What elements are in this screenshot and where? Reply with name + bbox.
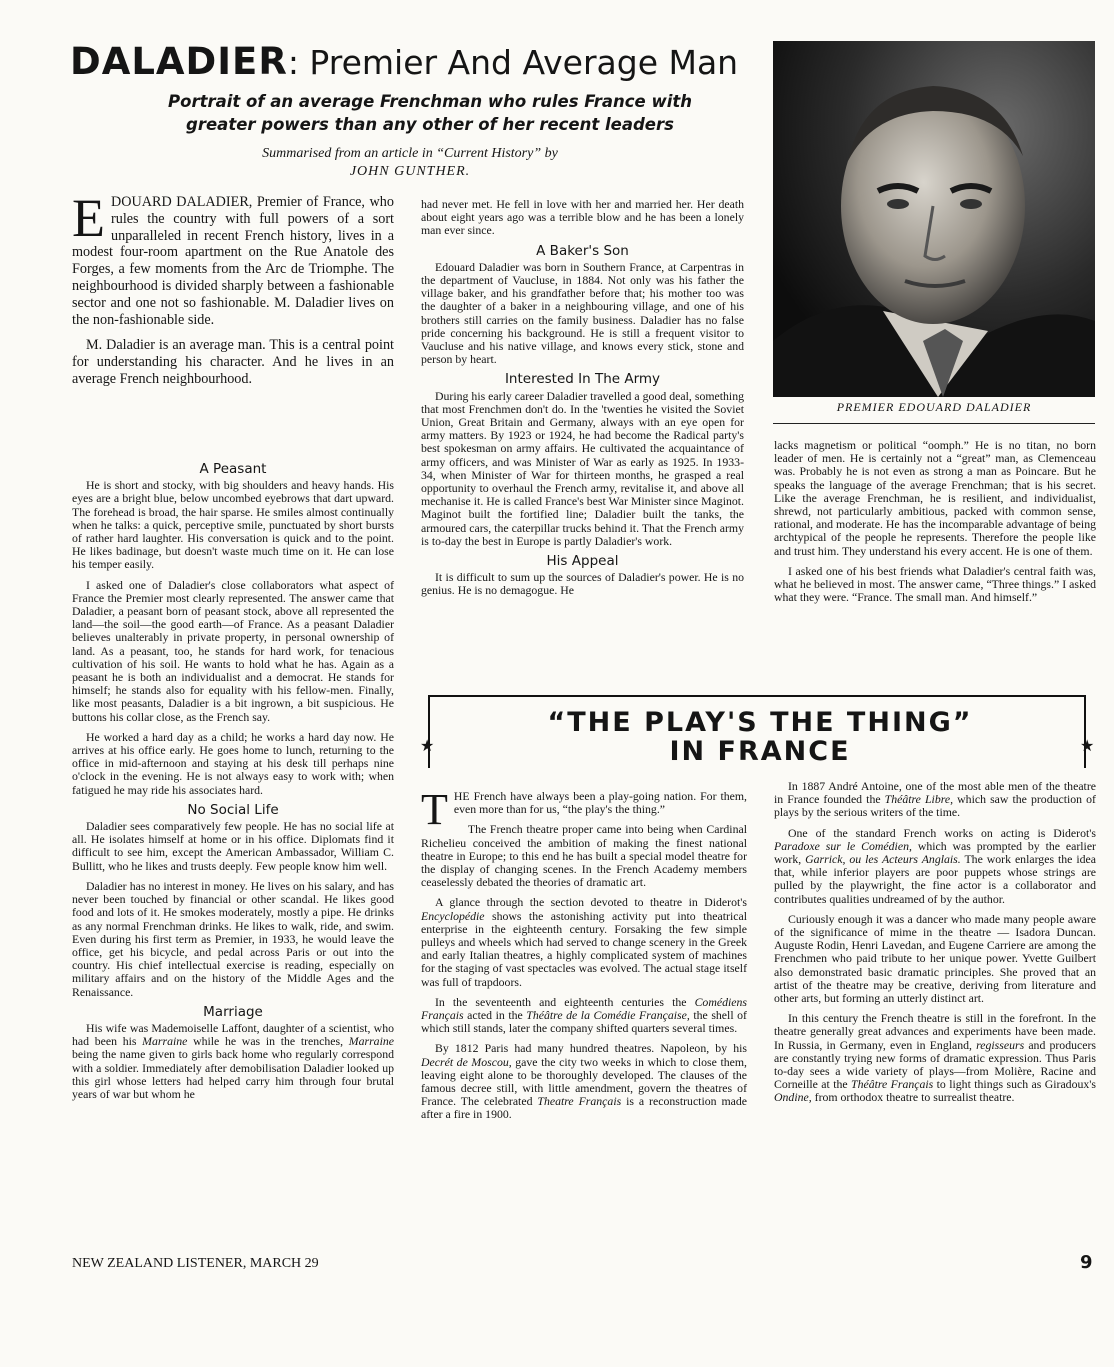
paragraph: In 1887 André Antoine, one of the most able men of the theatre in France founded the Théâtre Libre, which saw the production of plays by the serious writers of the time. [774,779,1096,820]
article-lead [72,188,394,397]
standfirst-line-1: Portrait of an average Frenchman who rules France with [168,92,692,111]
paragraph: Daladier sees comparatively few people. He has no social life at all. He isolates himself at home or in his office. Diplomats find it difficult to see him, except the American Ambassador, William C. Bullitt, who he likes and trusts deeply. Few people know him well. [72,819,394,873]
photo-caption: PREMIER EDOUARD DALADIER [836,400,1032,414]
heading-peasant: A Peasant [199,461,267,477]
article-column-1 [72,457,394,1108]
paragraph: By 1812 Paris had many hundred theatres. Napoleon, by his Decrét de Moscou, gave the city two weeks in which to close them, leaving eight alone to be thoroughly developed. The clauses of the famous decree still, with little amendment, govern the theatres of France. The celebrated Theatre Français is a reconstruction made after a fire in 1900. [421,1041,747,1122]
article-column-2 [421,198,744,605]
paragraph: lacks magnetism or political “oomph.” He is no titan, no born leader of men. He is certainly not a “great” man, as Clemenceau was. Probably he is not even as strong a man as Poincare. But he speaks the language of the average Frenchman; that is his secret. Like the average Frenchman, he is resilient, and individualist, shrewd, not particularly ambitious, packed with common sense, rational, and moderate. He has the incomparable advantage of being archtypical of the people he represents. Therefore the people like and trust him. They understand his every accent. He is one of them. [774,438,1096,558]
play-column-1 [421,785,747,1129]
play-title [440,708,1080,766]
heading-army: Interested In The Army [504,371,661,388]
paragraph: Edouard Daladier was born in Southern France, at Carpentras in the department of Vaucluse, in 1884. Not only was his father the village baker, and his grandfather before that; his mother too was the daughter of a baker in a neighbouring village, and one of his brothers still carries on the family business. Daladier has no false pride concerning his background. He is still a frequent visitor to Vaucluse and his native village, and knows every stick, stone and person by heart. [421,259,744,367]
lead-paragraph-1: EDOUARD DALADIER, Premier of France, who rules the country with full powers of a sort unparalleled in recent French history, lives in a modest four-room apartment on the Rue Anatole des Forges, a few moments from the Arc de Triomphe. The neighbourhood is divided sharply between a fashionable sector and one not so fashionable. M. Daladier lives on the non-fashionable side. [72,188,394,328]
play-column-2 [774,780,1096,1112]
paragraph: His wife was Mademoiselle Laffont, daughter of a scientist, who had been his Marraine while he was in the trenches, Marraine being the name given to girls back home who regularly correspond with a soldier. Immediately after demobilisation Daladier looked up this girl whose letters had helped carry him through four brutal years of war but whom he [72,1020,394,1101]
paragraph: Curiously enough it was a dancer who made many people aware of the significance of mime in the theatre — Isadora Duncan. Auguste Rodin, Henri Lavedan, and Eugene Carriere are among the Frenchmen who paid tribute to her unique power. Yvette Guilbert also demonstrated basic dramatic principles. She proved that an artist of the theatre may be creative, deriving from literature and other arts, but forming an utterly distinct art. [774,911,1096,1006]
paragraph: He is short and stocky, with big shoulders and heavy hands. His eyes are a bright blue, below uncombed eyebrows that dart upward. The forehead is broad, the hair sparse. He smiles almost continually when he talks: a quick, perceptive smile, punctuated by short bursts of rather hard laughter. His conversation is quick and to the point. He likes badinage, but doesn't waste much time on it. He can lose his temper easily. [72,478,394,572]
footer-masthead: NEW ZEALAND LISTENER, MARCH 29 [72,1256,319,1271]
star-icon-right: ★ [1080,736,1095,755]
byline-source: Summarised from an article in “Current History” by [262,146,558,161]
paragraph: During his early career Daladier travelled a good deal, something that most Frenchmen don't do. In the 'twenties he visited the Soviet Union, Great Britain and Germany, always with an eye open for army matters. By 1923 or 1924, he had become the Radical party's best spokesman on army affairs. He cultivated the acquaintance of army officers, and was Minister of War as early as 1925. In 1933-34, when Minister of War for thirteen months, he grasped a real opportunity to overhaul the French army, revitalise it, and above all mechanise it. He is called France's best War Minister since Maginot. Maginot built the fortified line; Daladier built the tanks, the armoured cars, the caterpillar trucks behind it. That the French army is to-day the best in Europe is partly Daladier's work. [421,388,744,548]
heading-no-social-life: No Social Life [187,801,279,818]
heading-marriage: Marriage [203,1003,263,1020]
headline [70,40,760,83]
paragraph: Daladier has no interest in money. He lives on his salary, and has never been touched by financial or other scandal. He likes good food and lots of it. He smokes moderately, mostly a pipe. He drinks as any normal Frenchman drinks. He likes to walk, ride, and swim. Even during his first term as Premier, in 1933, he would leave the office, get his bicycle, and pedal across Paris or out into the country. His chief intellectual exercise is reading, especially on military affairs and on the history of the Middle Ages and the Renaissance. [72,878,394,999]
lead-paragraph-2: M. Daladier is an average man. This is a central point for understanding his character. And he lives in an average French neighbourhood. [72,337,394,387]
drop-cap: E [72,188,105,248]
play-title-line-2: IN FRANCE [669,736,851,767]
byline-author: JOHN GUNTHER. [349,164,471,179]
caption-rule [773,423,1095,424]
paragraph: The French theatre proper came into being when Cardinal Richelieu conceived the ambition of making the finest national theatre in Europe; to this end he has built a special model theatre for the display of changing scenes. In the French Academy members ceaselessly debated the theories of dramatic art. [421,822,747,890]
drop-cap: T [421,785,448,834]
paragraph: had never met. He fell in love with her and married her. Her death about eight years ago was a terrible blow and he has been a lonely man ever since. [421,197,744,238]
heading-appeal: His Appeal [546,553,619,570]
paragraph: In this century the French theatre is still in the forefront. In the theatre generally great advances and experiments have been made. In Russia, in Germany, even in England, regisseurs and producers are constantly trying new forms of dramatic expression. Thus Paris to-day sees a wide variety of plays—from Molière, Racine and Corneille at the Théâtre Français to light things such as Giradoux's Ondine, from orthodox theatre to surrealist theatre. [774,1011,1096,1105]
paragraph: It is difficult to sum up the sources of Daladier's power. He is no genius. He is no demagogue. He [421,570,744,598]
standfirst [150,90,710,136]
paragraph: THE French have always been a play-going nation. For them, even more than for us, “the play's the thing.” [421,785,747,834]
star-icon-left: ★ [420,736,435,755]
paragraph: I asked one of his best friends what Daladier's central faith was, what he believed in most. The answer came, “Three things.” I asked what they were. “France. The small man. And himself.” [774,563,1096,605]
play-title-line-1: “THE PLAY'S THE THING” [547,707,973,738]
paragraph: One of the standard French works on acting is Diderot's Paradoxe sur le Comédien, which was prompted by the earlier work, Garrick, ou les Acteurs Anglais. The work enlarges the idea that, while inferior players are poor puppets whose strings are pulled by the playwright, the fine actor is a collaborator and contributes qualities undreamed of by the author. [774,825,1096,906]
paragraph: He worked a hard day as a child; he works a hard day now. He arrives at his office early. He goes home to lunch, returning to the office in mid-afternoon and staying at his desk till perhaps nine o'clock in the evening. He is not always easy to work with; when fatigued he may ride his associates hard. [72,729,394,797]
portrait-illustration [773,41,1095,397]
headline-rest: : Premier And Average Man [287,43,739,82]
article-column-3 [774,439,1096,611]
paragraph: In the seventeenth and eighteenth centuries the Comédiens Français acted in the Théâtre de la Comédie Française, the shell of which still stands, later the company shifted quarters several times. [421,994,747,1036]
headline-name: DALADIER [70,40,288,83]
portrait-photo [773,41,1095,397]
heading-bakers-son: A Baker's Son [536,242,629,259]
standfirst-line-2: greater powers than any other of her recent leaders [186,115,674,134]
paragraph: A glance through the section devoted to theatre in Diderot's Encyclopédie shows the astonishing activity put into theatrical enterprise in the eighteenth century. Forsaking the few simple pulleys and wheels which had served to change scenery in the Greek and early Italian theatres, a highly complicated system of machines for the staging of vast spectacles was evolved. The actual stage itself was full of trapdoors. [421,895,747,989]
page-number: 9 [1080,1252,1093,1273]
paragraph: I asked one of Daladier's close collaborators what aspect of France the Premier most clearly represented. The answer came that Daladier, a peasant born of peasant stock, above all represented the land—the soil—the good earth—of France. As a peasant Daladier believes unalterably in private property, in personal ownership of land. As a peasant, too, he stands for hard work, for tenacious cultivation of his soil. He wants to hold what he has. Again as a peasant he is both an individualist and a democrat. He stands for himself; he stands also for equality with his fellow-men. Finally, like most peasants, Daladier is a bit ingrown, a bit suspicious. He buttons his collar close, as the French say. [72,577,394,724]
